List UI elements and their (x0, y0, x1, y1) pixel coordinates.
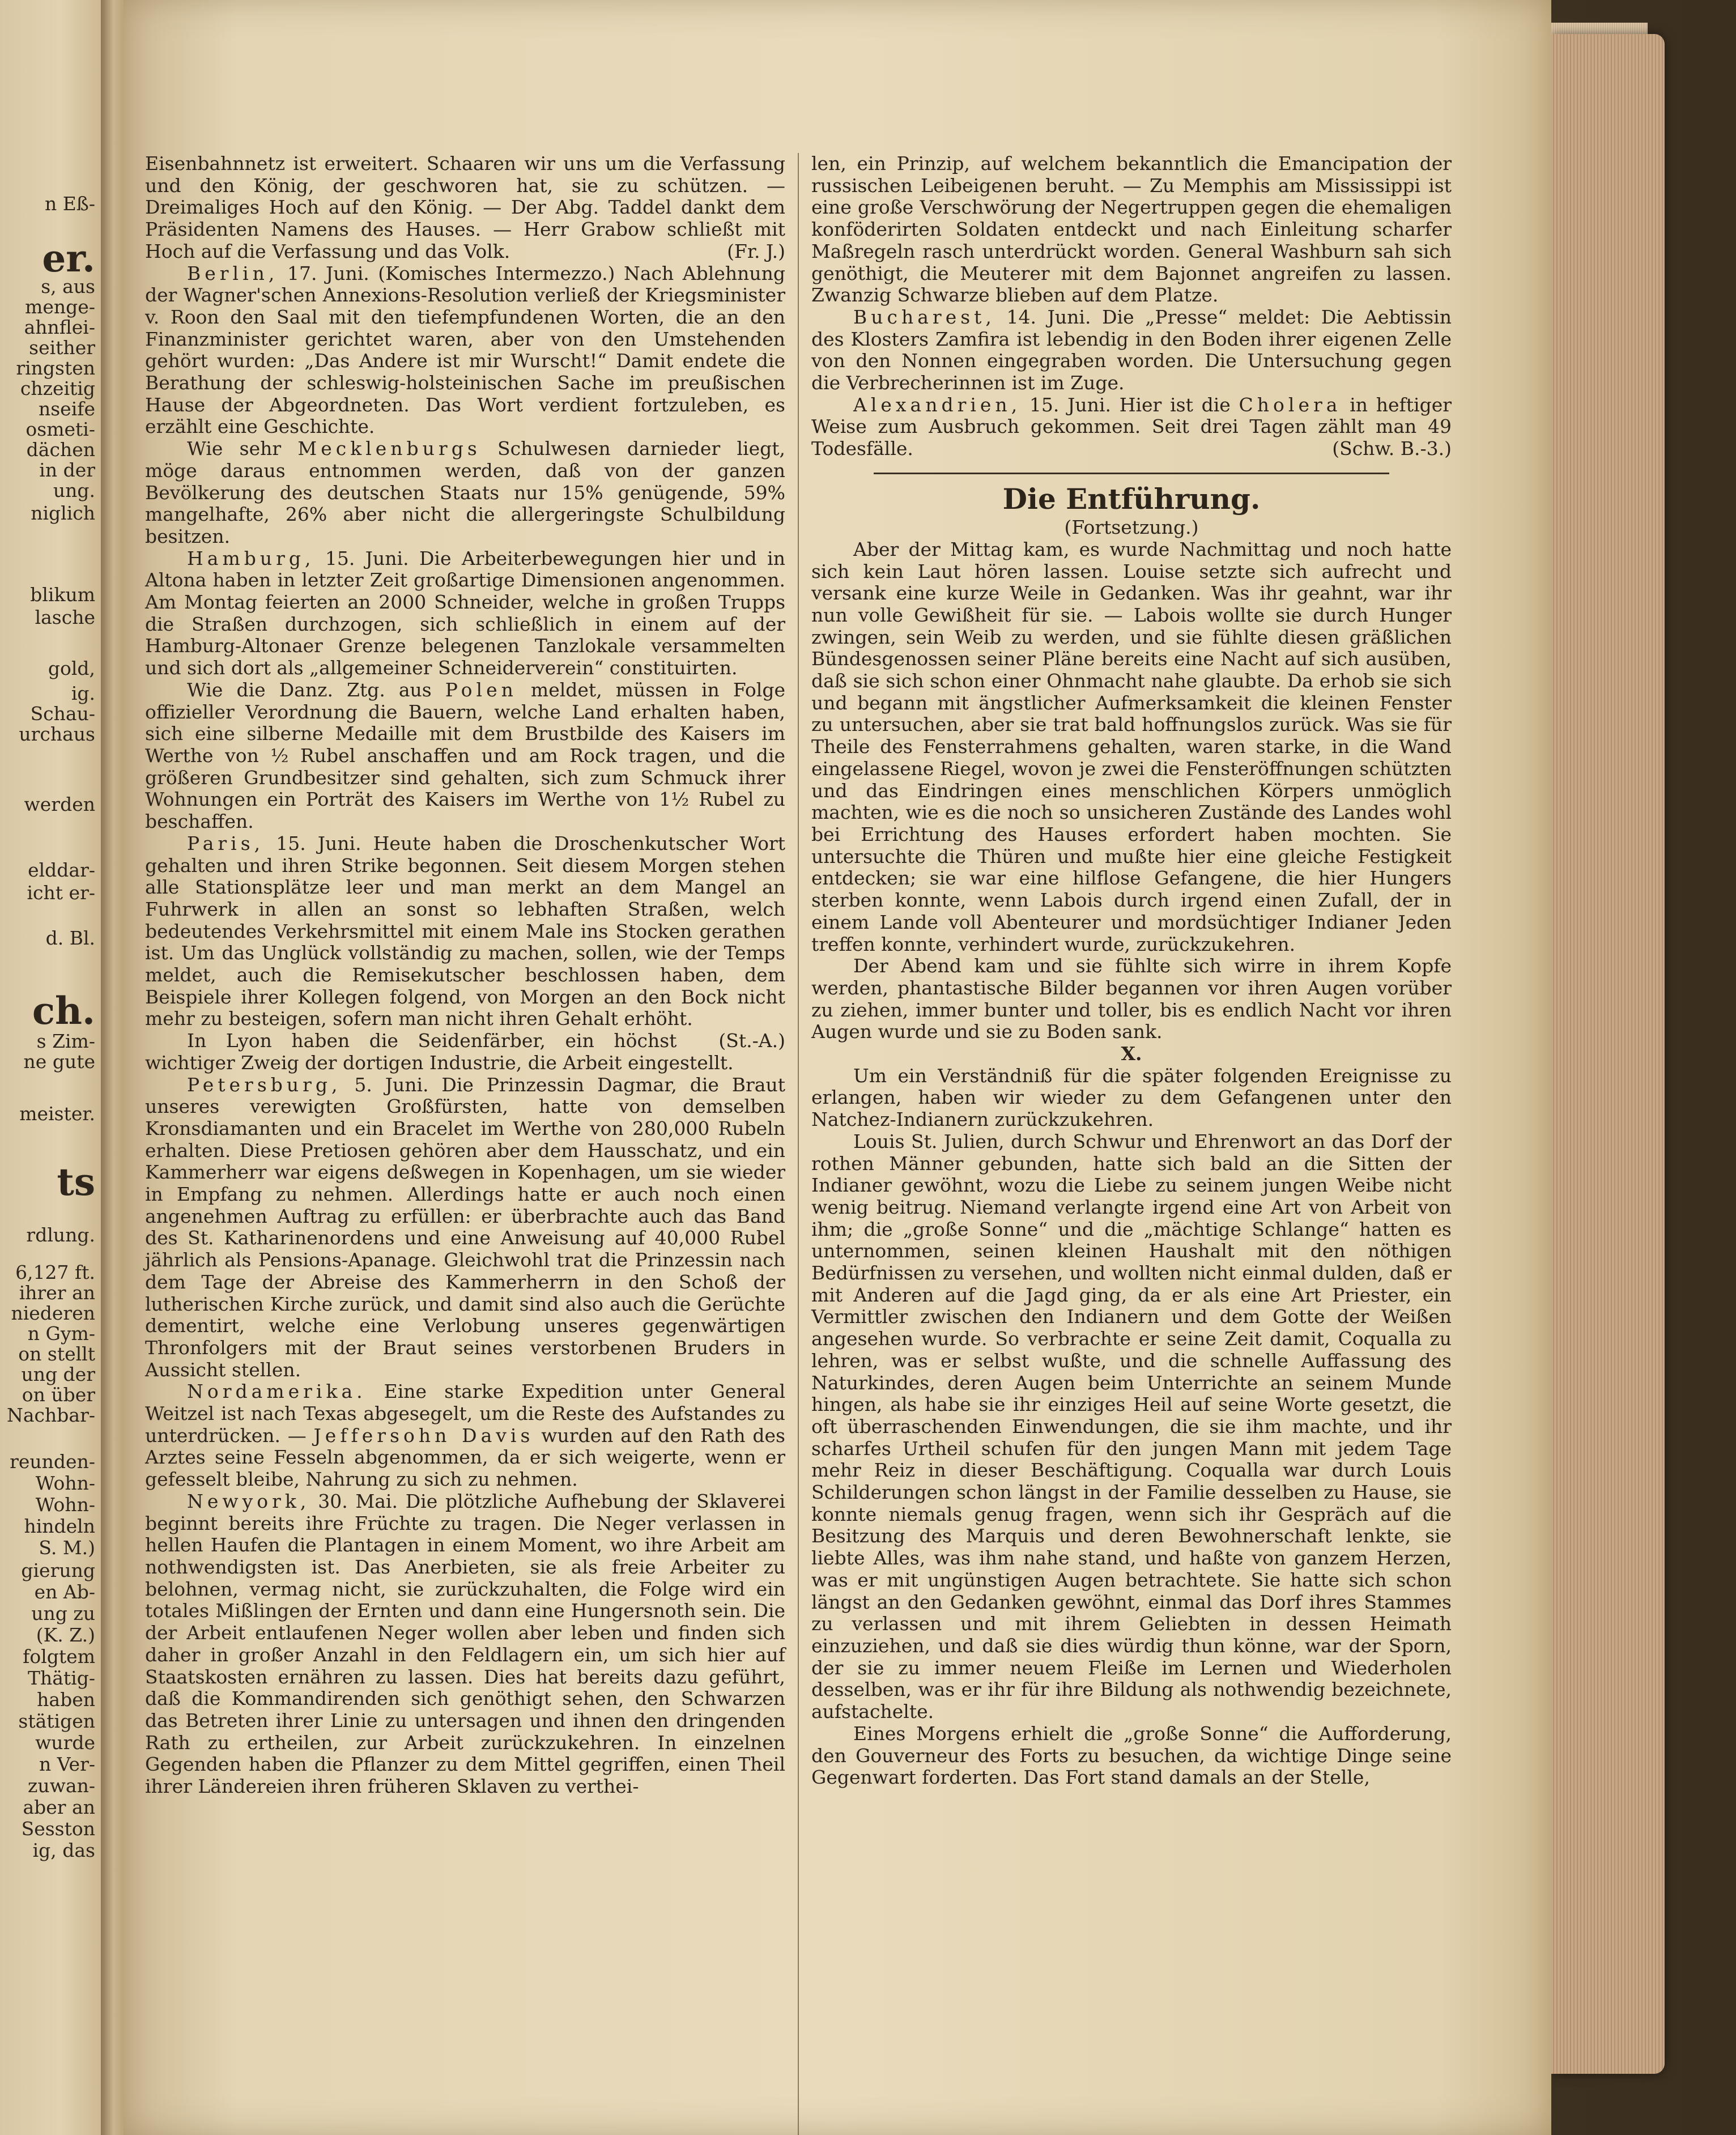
paragraph (145, 1074, 785, 1381)
previous-page-fragment: gold, (48, 657, 95, 679)
previous-page-fragment: in der (39, 459, 95, 481)
paragraph (811, 394, 1452, 460)
previous-page-fragment: haben (37, 1689, 95, 1711)
previous-page-fragment: blikum (30, 584, 95, 606)
paragraph-text: Eisenbahnnetz ist erweitert. Schaaren wir uns um die Verfassung und den König, der geschworen hat, sie zu schützen. — Dreimaliges Hoch auf den König. — Der Abg. Taddel dankt dem Präsidenten Namens des Hauses. — Herr Grabow schließt mit Hoch auf die Verfassung und das Volk. (145, 152, 785, 262)
paragraph (811, 1723, 1452, 1789)
story-subtitle: (Fortsetzung.) (1064, 516, 1199, 538)
previous-page-fragment: ig. (71, 682, 95, 704)
paragraph (811, 1131, 1452, 1723)
place-name: Newyork, (187, 1490, 310, 1512)
previous-page-fragment: rdlung. (26, 1224, 95, 1246)
previous-page-fragment: aber an (23, 1796, 95, 1818)
previous-page-fragment: werden (24, 793, 95, 815)
previous-page-fragment: Thätig- (27, 1667, 95, 1689)
page-stack-edge (1551, 34, 1665, 2074)
paragraph-text: meldet, müssen in Folge offizieller Verordnung die Bauern, welche Land erhalten haben, sich eine silberne Medaille mit dem Brustbilde des Kaisers im Werthe von ½ Rubel anschaffen und am Rock tragen, und die größeren Grundbesitzer sind gehalten, sich zum Schmuck ihrer Wohnungen ein Porträt des Kaisers im Werthe von 1½ Rubel zu beschaffen. (145, 678, 785, 833)
paragraph-text: Eines Morgens erhielt die „große Sonne“ die Aufforderung, den Gouverneur des Forts zu besuchen, da wichtige Dinge seine Gegenwart forderten. Das Fort stand damals an der Stelle, (811, 1722, 1452, 1789)
paragraph (811, 153, 1452, 307)
paragraph-text: Eine starke Expedition unter General Weitzel ist nach Texas abgesegelt, um die Reste des Aufstandes zu unterdrücken. — (145, 1380, 785, 1447)
previous-page-fragment: wurde (35, 1732, 95, 1754)
paragraph (811, 1065, 1452, 1131)
previous-page-fragment: osmeti- (25, 418, 95, 440)
previous-page-fragment: S. M.) (39, 1537, 95, 1559)
previous-page-fragment: Schau- (30, 703, 95, 725)
previous-page-fragment: zuwan- (28, 1775, 95, 1797)
previous-page-fragment: en Ab- (34, 1581, 95, 1603)
previous-page-fragment: reunden- (10, 1451, 95, 1473)
place-name: Paris, (187, 832, 265, 854)
paragraph-text: Wie die Danz. Ztg. aus (187, 678, 445, 701)
previous-page-fragment: (K. Z.) (36, 1624, 95, 1646)
source-attribution: (Fr. J.) (727, 240, 785, 262)
previous-page-fragment: folgtem (23, 1645, 95, 1668)
paragraph (145, 679, 785, 833)
previous-page-fragment: er. (42, 236, 95, 280)
previous-page-fragment: lasche (35, 606, 95, 628)
place-name: Bucharest, (853, 305, 995, 328)
place-name: Alexandrien, (853, 393, 1022, 416)
paragraph-text: 15. Juni. Hier ist die (1021, 393, 1239, 416)
place-name: Jeffersohn Davis (313, 1424, 534, 1447)
previous-page-fragment: elddar- (28, 859, 95, 881)
paragraph-text: in heftiger Weise zum Ausbruch gekommen. Seit drei Tagen zählt man 49 Todesfälle. (811, 393, 1452, 460)
story-title: Die Entführung. (1002, 482, 1261, 516)
place-name: Mecklenburgs (297, 437, 481, 460)
previous-page-fragment: on stellt (18, 1343, 95, 1365)
story-text (811, 539, 1452, 1043)
paragraph (811, 955, 1452, 1043)
previous-page-fragment: Nachbar- (6, 1404, 95, 1426)
previous-page-fragment: urchaus (19, 723, 95, 745)
previous-page-fragment: icht er- (27, 882, 95, 904)
chapter-text (811, 1065, 1452, 1789)
previous-page-fragment: 6,127 ft. (15, 1261, 95, 1283)
place-name: Nordamerika. (187, 1380, 367, 1403)
paragraph-text: wurden auf den Rath des Arztes seine Fesseln abgenommen, da er sich weigerte, wenn er gefesselt bleibe, Nahrung zu sich zu nehmen. (145, 1424, 785, 1491)
column-divider (798, 153, 799, 2135)
paragraph-text: 30. Mai. Die plötzliche Aufhebung der Sklaverei beginnt bereits ihre Früchte zu tragen. Die Neger verlassen in hellen Haufen die Plantagen in einem Moment, wo ihre Arbeit am nothwendigsten ist. Das Anerbieten, sie als freie Arbeiter zu belohnen, vermag nicht, sie zurückzuhalten, die Folge wird ein totales Mißlingen der Ernten und dann eine Hungersnoth sein. Die der Arbeit entlaufenen Neger wollen aber leben und finden sich daher in großer Anzahl in den Feldlagern ein, um sich hier auf Staatskosten ernähren zu lassen. Dies hat bereits dazu geführt, daß die Kommandirenden sich genöthigt sehen, den Schwarzen das Betreten ihrer Linie zu untersagen und ihnen den dringenden Rath zu ertheilen, zur Arbeit zurückzukehren. In einzelnen Gegenden haben die Pflanzer zu dem Mittel gegriffen, einen Theil ihrer Ländereien ihren früheren Sklaven zu verthei- (145, 1490, 785, 1798)
previous-page-fragment: ts (57, 1160, 95, 1204)
place-name: Polen (445, 678, 517, 701)
previous-page-fragment: ung zu (31, 1602, 95, 1624)
previous-page-fragment: ringsten (16, 357, 95, 379)
paragraph (145, 1491, 785, 1798)
paragraph-text: 15. Juni. Die Arbeiterbewegungen hier und in Altona haben in letzter Zeit großartige Dimensionen angenommen. Am Montag feierten an 2000 Schneider, welche in großen Trupps die Straßen durchzogen, sich schließlich in einem auf der Hamburg-Altonaer Grenze belegenen Tanzlokale versammelten und sich dort als „allgemeiner Schneiderverein“ constituirten. (145, 547, 785, 679)
previous-page-fragment: ihrer an (19, 1282, 95, 1304)
previous-page-fragment: stätigen (18, 1710, 95, 1732)
paragraph-text: 14. Juni. Die „Presse“ meldet: Die Aebtissin des Klosters Zamfira ist lebendig in den Boden ihrer eigenen Zelle von den Nonnen eingegraben worden. Die Untersuchung gegen die Verbrecherinnen ist im Zuge. (811, 305, 1452, 394)
paragraph (145, 548, 785, 679)
previous-page-fragment: menge- (25, 296, 95, 318)
paragraph-text: len, ein Prinzip, auf welchem bekanntlich die Emancipation der russischen Leibeigenen beruht. — Zu Memphis am Mississippi ist eine große Verschwörung der Negertruppen gegen die ehemaligen konföderirten Soldaten entdeckt und nach Einleitung scharfer Maßregeln rasch unterdrückt worden. General Washburn sah sich genöthigt, die Meuterer mit dem Bajonnet angreifen zu lassen. Zwanzig Schwarze blieben auf dem Platze. (811, 152, 1452, 307)
paragraph-text: Aber der Mittag kam, es wurde Nachmittag und noch hatte sich kein Laut hören lassen. Louise setzte sich aufrecht und versank eine kurze Weile in Gedanken. Was ihr geahnt, war ihr nun volle Gewißheit für sie. — Labois wollte sie durch Hunger zwingen, sein Weib zu werden, und sie fühlte diesen gräßlichen Bündesgenossen seiner Pläne bereits eine Nacht auf sich ausüben, daß sie sich schon einer Ohnmacht nahe glaubte. Da erhob sie sich und begann mit ängstlicher Aufmerksamkeit die kleinen Fenster zu untersuchen, aber sie trat bald hoffnungslos zurück. Was sie für Theile des Fensterrahmens gehalten, waren starke, in die Wand eingelassene Riegel, wovon je zwei die Fensteröffnungen schützten und das Eindringen eines menschlichen Körpers unmöglich machten, wie es die noch so unsicheren Zustände des Landes wohl bei Errichtung des Hauses erfordert haben mochten. Sie untersuchte die Thüren und mußte hier eine gleiche Festigkeit entdecken; sie war eine hilflose Gefangene, die hier Hungers sterben konnte, wenn Labois durch irgend einen Zufall, der in einem Lande voll Abenteurer und mordsüchtiger Indianer Jeden treffen konnte, verhindert wurde, zurückzukehren. (811, 538, 1452, 955)
previous-page-fragment: niederen (11, 1302, 95, 1324)
previous-page-fragment: n Eß- (44, 193, 95, 215)
paragraph (811, 307, 1452, 394)
previous-page-fragment: nseife (38, 398, 95, 420)
previous-page-fragment: on über (22, 1384, 95, 1406)
paragraph-text: Wie sehr (187, 437, 298, 460)
paragraph-text: 15. Juni. Heute haben die Droschenkutscher Wort gehalten und ihren Strike begonnen. Seit diesem Morgen stehen alle Stationsplätze leer und man merkt an dem Mangel an Fuhrwerk in allen an sonst so lebhaften Straßen, welch bedeutendes Verkehrsmittel mit einem Male ins Stocken gerathen ist. Um das Unglück vollständig zu machen, sollen, wie der Temps meldet, auch die Remisekutscher beschlossen haben, dem Beispiele ihrer Kollegen folgend, von Morgen an den Bock nicht mehr zu besteigen, sofern man nicht ihren Gehalt erhöht. (145, 832, 785, 1030)
previous-page-fragment: Wohn- (35, 1472, 95, 1494)
paragraph (811, 539, 1452, 955)
chapter-heading: X. (1121, 1043, 1142, 1065)
paragraph (145, 263, 785, 439)
previous-page-edge (0, 0, 101, 2135)
previous-page-fragment: Wohn- (35, 1494, 95, 1516)
place-name: Cholera (1239, 393, 1342, 416)
previous-page-fragment: seither (29, 337, 95, 359)
previous-page-fragment: s Zim- (36, 1030, 95, 1052)
previous-page-fragment: meister. (19, 1103, 95, 1125)
previous-page-fragment: ch. (32, 989, 95, 1033)
previous-page-fragment: dächen (26, 439, 95, 461)
previous-page-fragment: ig, das (32, 1839, 95, 1861)
previous-page-fragment: chzeitig (20, 377, 95, 399)
paragraph-text: Der Abend kam und sie fühlte sich wirre in ihrem Kopfe werden, phantastische Bilder begannen vor ihren Augen vorüber zu ziehen, immer bunter und toller, bis es endlich Nacht vor ihren Augen wurde und sie zu Boden sank. (811, 955, 1452, 1043)
news-section (811, 153, 1452, 460)
paragraph (145, 153, 785, 263)
source-attribution: (St.-A.) (718, 1030, 785, 1052)
paragraph-text: In Lyon haben die Seidenfärber, ein höchst wichtiger Zweig der dortigen Industrie, die Arbeit eingestellt. (145, 1030, 734, 1074)
paragraph-text: 17. Juni. (Komisches Intermezzo.) Nach Ablehnung der Wagner'schen Annexions-Resolution verließ der Kriegsminister v. Roon den Saal mit den tiefempfundenen Worten, die an den Finanzminister gerichtet waren, aber von den Umstehenden gehört wurden: „Das Andere ist mir Wurscht!“ Damit endete die Berathung der schleswig-holsteinischen Sache im preußischen Hause der Abgeordneten. Das Wort verdient fortzuleben, es erzählt eine Geschichte. (145, 262, 785, 438)
previous-page-fragment: gierung (21, 1559, 95, 1581)
previous-page-fragment: ung. (53, 479, 95, 501)
paragraph-text: 5. Juni. Die Prinzessin Dagmar, die Braut unseres verewigten Großfürsten, hatte von demselben Kronsdiamanten und ein Bracelet im Werthe von 280,000 Rubeln erhalten. Diese Pretiosen gehören aber dem Hausschatz, und ein Kammerherr war eigens deßwegen in Kopenhagen, um sie wieder in Empfang zu nehmen. Allerdings hatte er auch noch einen angenehmen Auftrag zu erfüllen: er überbrachte auch das Band des St. Katharinenordens und eine Anweisung auf 40,000 Rubel jährlich als Pensions-Apanage. Gleichwohl trat die Prinzessin nach dem Tage der Abreise des Kammerherrn in den Schoß der lutherischen Kirche zurück, und damit sind also auch die Gerüchte dementirt, welche eine Verlobung unseres gegenwärtigen Thronfolgers mit der Braut seines verstorbenen Bruders in Aussicht stellen. (145, 1073, 785, 1381)
place-name: Berlin, (187, 262, 279, 284)
source-attribution: (Schw. B.-3.) (1332, 437, 1452, 460)
previous-page-fragment: n Ver- (39, 1753, 95, 1775)
previous-page-fragment: hindeln (24, 1515, 95, 1537)
paragraph-text: Louis St. Julien, durch Schwur und Ehrenwort an das Dorf der rothen Männer gebunden, hatte sich bald an die Sitten der Indianer gewöhnt, wozu die Liebe zu seinem jungen Weibe nicht wenig beitrug. Niemand verlangte irgend eine Art von Arbeit von ihm; die „große Sonne“ und die „mächtige Schlange“ hatten es unternommen, seinen kleinen Haushalt mit den nöthigen Bedürfnissen zu versehen, und wollten nicht einmal dulden, daß er mit Anderen auf die Jagd ging, da er als eine Art Priester, ein Vermittler zwischen den Indianern und dem Gotte der Weißen angesehen wurde. So verbrachte er seine Zeit damit, Coqualla zu lehren, was er selbst wußte, und die schnelle Auffassung des Naturkindes, deren Augen beim Unterrichte an seinem Munde hingen, als habe sie ihr einziges Heil auf seine Worte gesetzt, die oft überraschenden Einwendungen, die sie ihm machte, und ihr scharfes Urtheil schufen für den jungen Mann mit jedem Tage mehr Reiz in dieser Beschäftigung. Coqualla war durch Louis Schilderungen schon längst in der Familie desselben zu Hause, sie konnte niemals genug fragen, wenn sich ihr Gespräch auf die Besitzung des Marquis und deren Bewohnerschaft lenkte, sie liebte Alles, was ihm nahe stand, und haßte von ganzem Herzen, was er mit ungünstigen Augen betrachtete. Sie hatte sich schon längst an den Gedanken gewöhnt, einmal das Dorf ihres Stammes zu verlassen und mit ihrem Geliebten in dessen Heimath einzuziehen, und daß sie dies würdig thun könne, war der Sporn, der sie zu immer neuem Fleiße im Lernen und Wiederholen desselben, was er ihr für ihre Bildung als nothwendig bezeichnete, aufstachelte. (811, 1130, 1452, 1723)
previous-page-fragment: d. Bl. (45, 927, 95, 949)
paragraph (145, 438, 785, 548)
section-separator (874, 473, 1389, 474)
place-name: Hamburg, (187, 547, 315, 569)
previous-page-fragment: ahnflei- (24, 316, 95, 338)
place-name: Petersburg, (187, 1073, 342, 1096)
paragraph (145, 1381, 785, 1491)
left-column (145, 153, 785, 1798)
previous-page-fragment: niglich (31, 502, 95, 524)
previous-page-fragment: Sesston (21, 1818, 95, 1840)
previous-page-fragment: s, aus (41, 275, 95, 297)
previous-page-fragment: ne gute (23, 1051, 95, 1073)
previous-page-fragment: n Gym- (27, 1322, 95, 1345)
previous-page-fragment: ung der (21, 1363, 95, 1385)
paragraph-text: Schulwesen darnieder liegt, möge daraus entnommen werden, daß von der ganzen Bevölkerung des deutschen Staats nur 15% genügende, 59% mangelhafte, 26% aber nicht die allergeringste Schulbildung besitzen. (145, 437, 785, 547)
right-column (811, 153, 1452, 1789)
paragraph-text: Um ein Verständniß für die später folgenden Ereignisse zu erlangen, haben wir wieder zu dem Gefangenen unter den Natchez-Indianern zurückzukehren. (811, 1064, 1452, 1131)
